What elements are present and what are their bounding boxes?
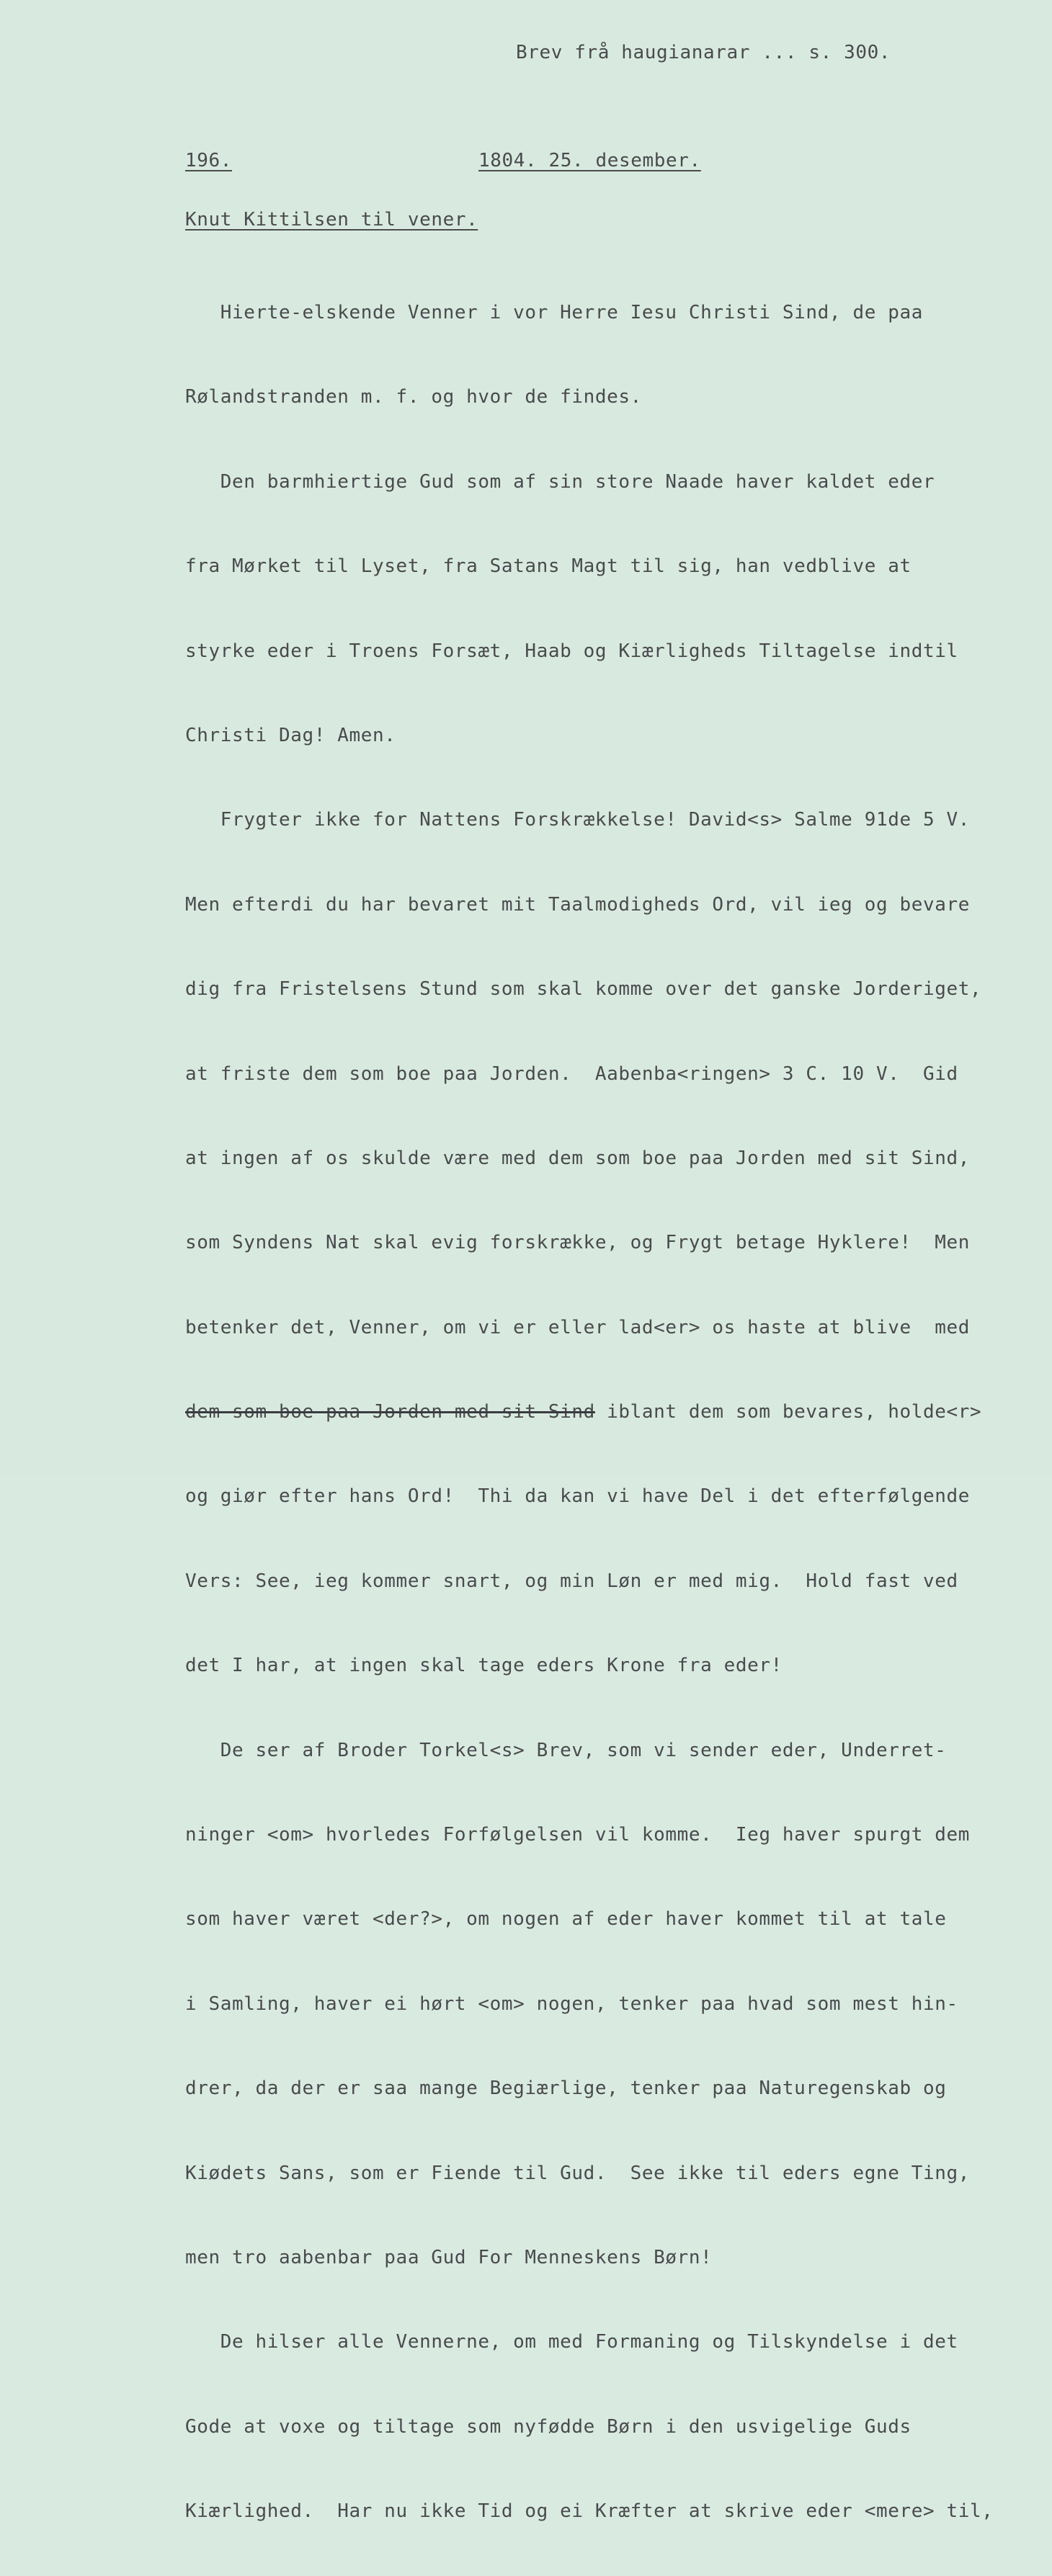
body-line: Vers: See, ieg kommer snart, og min Løn er med mig. Hold fast ved xyxy=(185,1570,958,1592)
line-tail-text: iblant dem som bevares, holde<r> xyxy=(594,1401,982,1423)
letter-number: 196. xyxy=(185,150,233,171)
body-line: Christi Dag! Amen. xyxy=(185,724,396,746)
body-line: Rølandstranden m. f. og hvor de findes. xyxy=(185,386,642,408)
body-line: Hierte-elskende Venner i vor Herre Iesu Christi Sind, de paa xyxy=(185,302,923,323)
body-line: det I har, at ingen skal tage eders Krone fra eder! xyxy=(185,1655,783,1677)
body-line: De hilser alle Vennerne, om med Formaning og Tilskyndelse i det xyxy=(185,2331,958,2353)
body-line: drer, da der er saa mange Begiærlige, tenker paa Naturegenskab og xyxy=(185,2078,947,2100)
body-line: at ingen af os skulde være med dem som boe paa Jorden med sit Sind, xyxy=(185,1147,970,1169)
letter-date: 1804. 25. desember. xyxy=(478,150,701,171)
body-line: i Samling, haver ei hørt <om> nogen, tenker paa hvad som mest hin- xyxy=(185,1993,958,2015)
source-reference: Brev frå haugianarar ... s. 300. xyxy=(516,42,891,63)
body-line: fra Mørket til Lyset, fra Satans Magt til sig, han vedblive at xyxy=(185,555,911,578)
body-line: styrke eder i Troens Forsæt, Haab og Kiærligheds Tiltagelse indtil xyxy=(185,640,958,662)
body-line-with-strikeout xyxy=(185,1392,993,1433)
body-line: men tro aabenbar paa Gud For Menneskens Børn! xyxy=(185,2246,713,2268)
body-line: at friste dem som boe paa Jorden. Aabenba<ringen> 3 C. 10 V. Gid xyxy=(185,1063,958,1085)
body-line: Men efterdi du har bevaret mit Taalmodigheds Ord, vil ieg og bevare xyxy=(185,893,970,916)
body-line: og giør efter hans Ord! Thi da kan vi have Del i det efterfølgende xyxy=(185,1485,970,1508)
body-line: Kiødets Sans, som er Fiende til Gud. See ikke til eders egne Ting, xyxy=(185,2162,970,2184)
letter-body xyxy=(185,249,993,2576)
body-line: som haver været <der?>, om nogen af eder haver kommet til at tale xyxy=(185,1908,947,1931)
body-line: som Syndens Nat skal evig forskrække, og Frygt betage Hyklere! Men xyxy=(185,1232,970,1254)
body-line: De ser af Broder Torkel<s> Brev, som vi sender eder, Underret- xyxy=(185,1739,947,1761)
body-line: betenker det, Venner, om vi er eller lad<er> os haste at blive med xyxy=(185,1316,970,1338)
body-line: dig fra Fristelsens Stund som skal komme over det ganske Jorderiget, xyxy=(185,978,982,1001)
body-line: Kiærlighed. Har nu ikke Tid og ei Kræfter at skrive eder <mere> til, xyxy=(185,2500,994,2523)
body-line: Gode at voxe og tiltage som nyfødde Børn i den usvigelige Guds xyxy=(185,2415,911,2438)
body-line: Den barmhiertige Gud som af sin store Naade haver kaldet eder xyxy=(185,470,935,493)
body-line: ninger <om> hvorledes Forfølgelsen vil komme. Ieg haver spurgt dem xyxy=(185,1824,970,1846)
body-line: Frygter ikke for Nattens Forskrækkelse! David<s> Salme 91de 5 V. xyxy=(185,809,970,831)
letter-heading: Knut Kittilsen til vener. xyxy=(185,209,478,231)
struck-out-text: dem som boe paa Jorden med sit Sind xyxy=(185,1401,595,1423)
